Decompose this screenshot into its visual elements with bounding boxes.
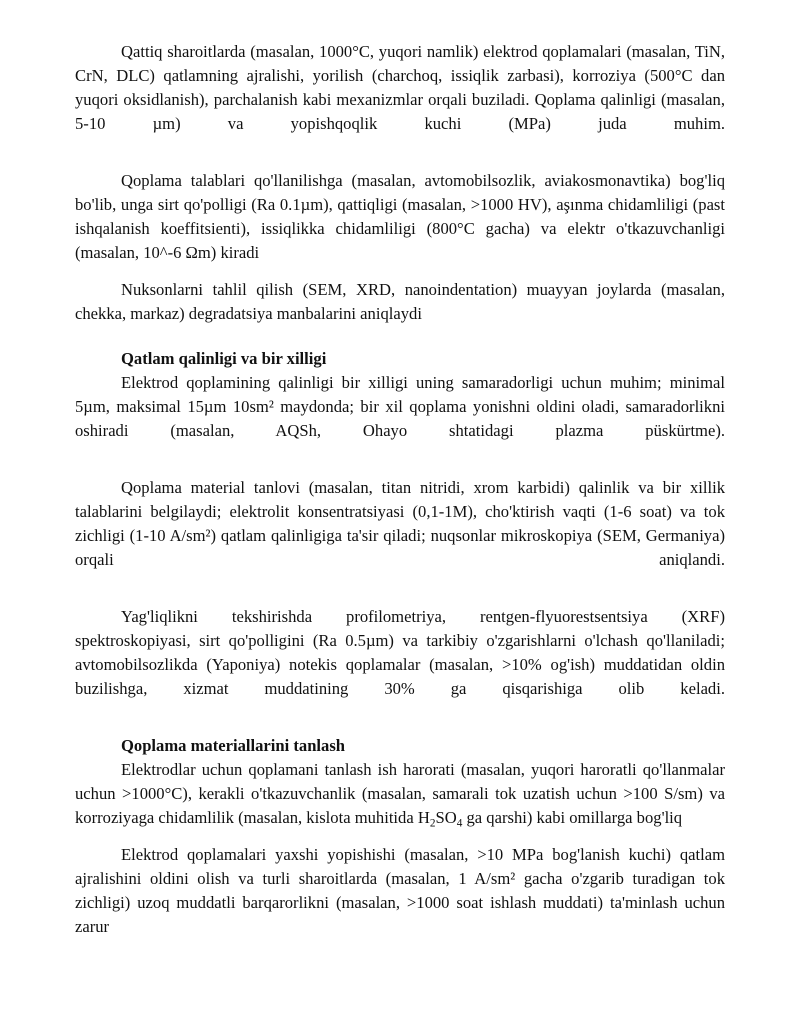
paragraph-thickness-uniformity: Elektrod qoplamining qalinligi bir xilligi uning samaradorligi uchun muhim; minimal 5µm, maksimal 15µm 10sm² maydonda; bir xil qoplama yonishni oldini oladi, samaradorlikni oshiradi (masalan, AQSh, Ohayo shtatidagi plazma püskürtme). [75, 373, 725, 440]
spacer [75, 326, 725, 347]
paragraph-uniformity-testing: Yag'liqlikni tekshirishda profilometriya, rentgen-flyuorestsentsiya (XRF) spektroskopiyasi, sirt qo'polligini (Ra 0.5µm) va tarkibiy o'zgarishlarni o'lchash qo'llaniladi; avtomobilsozlikda (Yaponiya) notekis qoplamalar (masalan, >10% og'ish) muddatidan oldin buzilishga, xizmat muddatining 30% ga qisqarishiga olib keladi. [75, 607, 725, 698]
spacer [75, 830, 725, 843]
text-run: SO [435, 808, 457, 827]
subscript: 4 [456, 817, 463, 830]
paragraph-defect-analysis: Nuksonlarni tahlil qilish (SEM, XRD, nanoindentation) muayyan joylarda (masalan, chekka, markaz) degradatsiya manbalarini aniqlaydi [75, 280, 725, 323]
text-run: Elektrodlar uchun qoplamani tanlash ish harorati (masalan, yuqori haroratli qo'llanmalar uchun >1000°C), kerakli o'tkazuvchanlik (masalan, samarali tok uzatish uchun >100 S/sm) va korroziyaga chidamlilik (masalan, kislota muhitida H [75, 760, 725, 827]
heading-coating-materials: Qoplama materiallarini tanlash [121, 736, 346, 755]
paragraph-coating-choice [75, 758, 725, 830]
document-page [75, 40, 725, 939]
text-run: ga qarshi) kabi omillarga bog'liq [462, 808, 683, 827]
heading-thickness-uniformity: Qatlam qalinligi va bir xilligi [121, 349, 327, 368]
paragraph-material-selection: Qoplama material tanlovi (masalan, titan nitridi, xrom karbidi) qalinlik va bir xillik talablarini belgilaydi; elektrolit konsentratsiyasi (0,1-1M), cho'ktirish vaqti (1-6 soat) va tok zichligi (1-10 A/sm²) qatlam qalinligiga ta'sir qiladi; nuqsonlar mikroskopiya (SEM, Germaniya) orqali aniqlandi. [75, 478, 725, 569]
paragraph-adhesion: Elektrod qoplamalari yaxshi yopishishi (masalan, >10 MPa bog'lanish kuchi) qatlam ajralishini oldini olish va turli sharoitlarda (masalan, 1 A/sm² gacha o'zgarib turadigan tok zichligi) uzoq muddatli barqarorlikni (masalan, >1000 soat ishlash muddati) ta'minlash uchun zarur [75, 845, 725, 936]
spacer [75, 443, 725, 476]
spacer [75, 572, 725, 605]
subscript: 2 [429, 817, 436, 830]
spacer [75, 265, 725, 278]
paragraph-coating-failure: Qattiq sharoitlarda (masalan, 1000°C, yuqori namlik) elektrod qoplamalari (masalan, TiN, CrN, DLC) qatlamning ajralishi, yorilish (charchoq, issiqlik zarbasi), korroziya (500°C dan yuqori oksidlanish), parchalanish kabi mexanizmlar orqali buziladi. Qoplama qalinligi (masalan, 5-10 µm) va yopishqoqlik kuchi (MPa) juda muhim. [75, 42, 725, 133]
paragraph-coating-requirements: Qoplama talablari qo'llanilishga (masalan, avtomobilsozlik, aviakosmonavtika) bog'liq bo'lib, unga sirt qo'polligi (Ra 0.1µm), qattiqligi (masalan, >1000 HV), aşınma chidamliligi (past ishqalanish koeffitsienti), issiqlikka chidamliligi (800°C gacha) va elektr o'tkazuvchanligi (masalan, 10^-6 Ωm) kiradi [75, 171, 725, 262]
spacer [75, 701, 725, 734]
spacer [75, 136, 725, 169]
